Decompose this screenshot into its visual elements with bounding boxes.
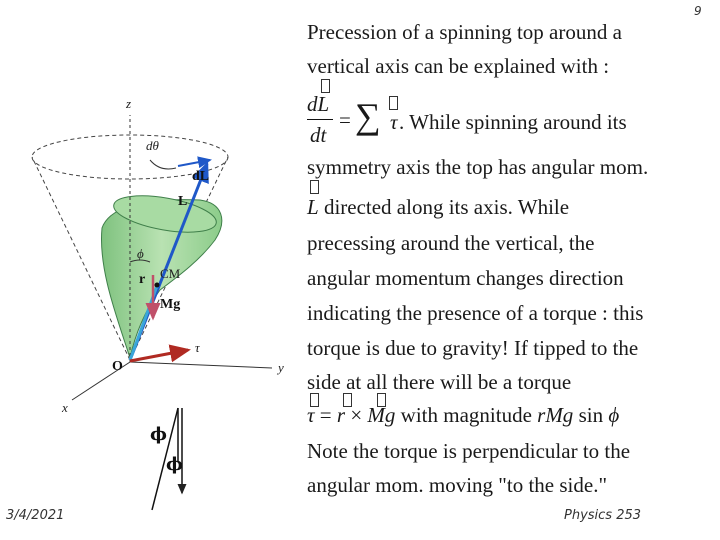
vector-placeholder-icon [321, 79, 330, 93]
z-axis-label: z [126, 96, 132, 111]
L-symbol: L [307, 195, 319, 219]
footer-course: Physics 253 [564, 508, 642, 523]
eq2-r: r [336, 403, 346, 427]
tau-label: τ [195, 340, 200, 355]
eq-tau: τ [390, 110, 398, 134]
x-axis-label: x [62, 400, 68, 415]
text-line-3-rest: . While spinning around its [399, 110, 627, 134]
eq2-phi: ϕ [608, 403, 620, 427]
eq2-times: × [345, 403, 368, 427]
origin-label: O [112, 359, 123, 374]
text-line-12: Note the torque is perpendicular to the [307, 439, 631, 463]
fraction-bar [307, 119, 333, 120]
dtheta-arc [150, 160, 176, 169]
eq-sum: ∑ [355, 96, 381, 136]
text-line-4: symmetry axis the top has angular mom. [307, 155, 649, 179]
text-line-6: precessing around the vertical, the [307, 231, 595, 255]
text-line-5-rest: directed along its axis. While [318, 195, 570, 219]
text-line-13: angular mom. moving "to the side." [307, 473, 608, 497]
text-line-1: Precession of a spinning top around a [307, 20, 622, 44]
eq-equals: = [339, 108, 351, 132]
text-line-2: vertical axis can be explained with : [307, 54, 610, 78]
vector-placeholder-icon [310, 180, 319, 194]
page-number: 9 [694, 4, 702, 18]
L-label: L [178, 194, 188, 209]
dtheta-label: dθ [146, 138, 159, 153]
r-label: r [139, 272, 146, 287]
cm-label: CM [160, 266, 181, 281]
eq-dt: dt [310, 123, 327, 147]
eq-dL: dL [307, 92, 330, 116]
equation-dl-dt [307, 76, 687, 146]
footer-date: 3/4/2021 [6, 508, 65, 523]
eq2-rmg: rMg [537, 403, 574, 427]
cm-dot [155, 283, 160, 288]
vector-placeholder-icon [389, 96, 398, 110]
torque-vector [130, 350, 188, 361]
text-line-5 [307, 197, 569, 218]
phi-label: ϕ [137, 246, 144, 261]
eq2-sin: sin [573, 403, 609, 427]
torque-equation [307, 405, 619, 426]
text-line-9: torque is due to gravity! If tipped to the [307, 336, 639, 360]
precession-diagram [0, 0, 300, 520]
text-line-10: side at all there will be a torque [307, 370, 572, 394]
eq2-mg: Mg [367, 403, 396, 427]
y-axis-label: y [278, 360, 284, 375]
mg-label: Mg [160, 297, 181, 312]
text-line-7: angular momentum changes direction [307, 266, 624, 290]
eq2-equals: = [314, 403, 337, 427]
eq2-mid: with magnitude [395, 403, 538, 427]
sketch-phi-lower: ϕ [166, 454, 183, 475]
text-line-8: indicating the presence of a torque : this [307, 301, 644, 325]
sketch-phi-upper: ϕ [150, 424, 167, 445]
dL-label: dL [192, 169, 210, 184]
eq2-tau: τ [307, 403, 315, 427]
